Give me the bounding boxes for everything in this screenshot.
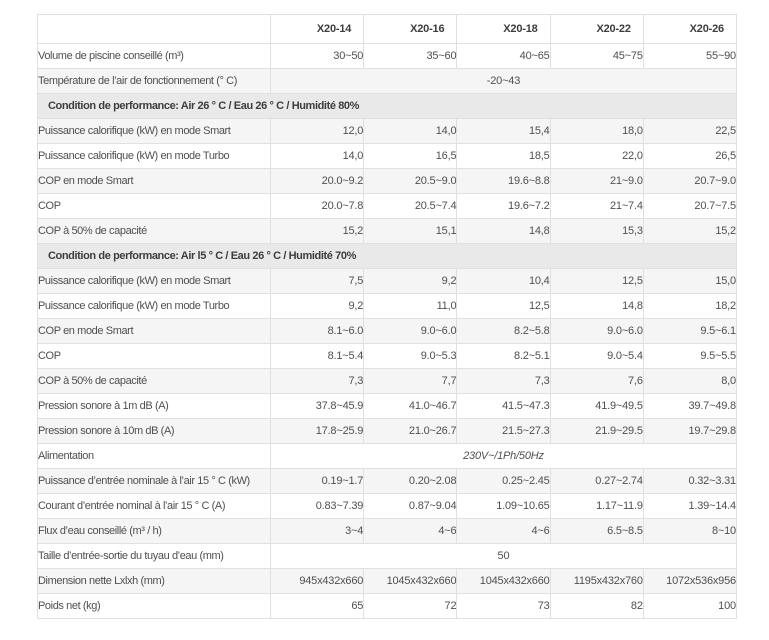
spec-value: 15,4 — [457, 119, 550, 144]
spec-value: 9.5~5.5 — [643, 344, 736, 369]
spec-value: 8.1~6.0 — [271, 319, 364, 344]
table-row — [38, 319, 737, 344]
spec-value: 14,8 — [457, 219, 550, 244]
table-row — [38, 169, 737, 194]
spec-value: 55~90 — [643, 44, 736, 69]
spec-value: 21.0~26.7 — [364, 419, 457, 444]
table-row — [38, 344, 737, 369]
spec-value: 19.6~7.2 — [457, 194, 550, 219]
spec-value: 65 — [271, 594, 364, 619]
section-header-row — [38, 94, 737, 119]
row-label: COP à 50% de capacité — [38, 219, 271, 244]
spec-value: 39.7~49.8 — [643, 394, 736, 419]
spec-value: 15,2 — [271, 219, 364, 244]
spec-value: 945x432x660 — [271, 569, 364, 594]
table-row — [38, 444, 737, 469]
column-header: X20-18 — [457, 15, 550, 44]
table-row — [38, 494, 737, 519]
row-label: Volume de piscine conseillé (m³) — [38, 44, 271, 69]
table-row — [38, 69, 737, 94]
row-label: Flux d’eau conseillé (m³ / h) — [38, 519, 271, 544]
spec-value: 15,1 — [364, 219, 457, 244]
spec-value: 7,3 — [457, 369, 550, 394]
row-label: COP en mode Smart — [38, 319, 271, 344]
row-label: Pression sonore à 10m dB (A) — [38, 419, 271, 444]
spec-table-head — [38, 15, 737, 44]
spec-value: 12,5 — [550, 269, 643, 294]
spec-value: 12,0 — [271, 119, 364, 144]
spec-value-spanned: 50 — [271, 544, 737, 569]
spec-value: 4~6 — [364, 519, 457, 544]
spec-value: 1045x432x660 — [364, 569, 457, 594]
spec-value: 19.6~8.8 — [457, 169, 550, 194]
spec-value: 82 — [550, 594, 643, 619]
section-title: Condition de performance: Air 26 ° C / Eau 26 ° C / Humidité 80% — [38, 94, 737, 119]
spec-value: 26,5 — [643, 144, 736, 169]
spec-table-body — [38, 44, 737, 619]
column-header: X20-22 — [550, 15, 643, 44]
spec-value: 15,0 — [643, 269, 736, 294]
spec-value: 20.0~9.2 — [271, 169, 364, 194]
row-label: COP en mode Smart — [38, 169, 271, 194]
row-label: Puissance calorifique (kW) en mode Smart — [38, 269, 271, 294]
spec-value: 8,0 — [643, 369, 736, 394]
spec-value: 7,5 — [271, 269, 364, 294]
spec-value: 7,7 — [364, 369, 457, 394]
column-header-row — [38, 15, 737, 44]
spec-value: 0.87~9.04 — [364, 494, 457, 519]
spec-value: 7,6 — [550, 369, 643, 394]
row-label: Puissance calorifique (kW) en mode Turbo — [38, 144, 271, 169]
spec-value: 8~10 — [643, 519, 736, 544]
spec-value: 8.2~5.1 — [457, 344, 550, 369]
spec-value: 9.5~6.1 — [643, 319, 736, 344]
spec-value: 9.0~6.0 — [364, 319, 457, 344]
table-row — [38, 144, 737, 169]
column-header: X20-16 — [364, 15, 457, 44]
spec-value: 1.09~10.65 — [457, 494, 550, 519]
row-label: Puissance calorifique (kW) en mode Turbo — [38, 294, 271, 319]
spec-value: 0.19~1.7 — [271, 469, 364, 494]
section-title: Condition de performance: Air l5 ° C / Eau 26 ° C / Humidité 70% — [38, 244, 737, 269]
spec-value: 1.39~14.4 — [643, 494, 736, 519]
table-row — [38, 194, 737, 219]
table-row — [38, 219, 737, 244]
spec-value: 41.5~47.3 — [457, 394, 550, 419]
row-label: Dimension nette Lxlxh (mm) — [38, 569, 271, 594]
row-label: Poids net (kg) — [38, 594, 271, 619]
table-row — [38, 269, 737, 294]
spec-value: 15,3 — [550, 219, 643, 244]
table-row — [38, 569, 737, 594]
section-header-row — [38, 244, 737, 269]
row-label: Taille d’entrée-sortie du tuyau d’eau (mm) — [38, 544, 271, 569]
spec-value: 19.7~29.8 — [643, 419, 736, 444]
table-row — [38, 369, 737, 394]
spec-value: 20.5~7.4 — [364, 194, 457, 219]
row-label: Puissance d’entrée nominale à l’air 15 ° C (kW) — [38, 469, 271, 494]
spec-value-spanned: -20~43 — [271, 69, 737, 94]
spec-value: 20.0~7.8 — [271, 194, 364, 219]
spec-value: 12,5 — [457, 294, 550, 319]
spec-value: 16,5 — [364, 144, 457, 169]
spec-value: 73 — [457, 594, 550, 619]
spec-value: 17.8~25.9 — [271, 419, 364, 444]
spec-value: 14,0 — [271, 144, 364, 169]
row-label: COP — [38, 194, 271, 219]
spec-value: 21~7.4 — [550, 194, 643, 219]
spec-value: 14,0 — [364, 119, 457, 144]
spec-value: 35~60 — [364, 44, 457, 69]
spec-value: 14,8 — [550, 294, 643, 319]
row-label: COP à 50% de capacité — [38, 369, 271, 394]
spec-value: 1045x432x660 — [457, 569, 550, 594]
table-row — [38, 419, 737, 444]
spec-value: 40~65 — [457, 44, 550, 69]
spec-value: 10,4 — [457, 269, 550, 294]
spec-value: 45~75 — [550, 44, 643, 69]
spec-value: 7,3 — [271, 369, 364, 394]
spec-value: 9.0~5.3 — [364, 344, 457, 369]
spec-value: 0.20~2.08 — [364, 469, 457, 494]
spec-value: 6.5~8.5 — [550, 519, 643, 544]
row-label: Pression sonore à 1m dB (A) — [38, 394, 271, 419]
spec-value: 9,2 — [364, 269, 457, 294]
row-label: Courant d’entrée nominal à l’air 15 ° C (A) — [38, 494, 271, 519]
spec-value: 0.27~2.74 — [550, 469, 643, 494]
spec-value: 20.7~7.5 — [643, 194, 736, 219]
spec-value: 8.2~5.8 — [457, 319, 550, 344]
spec-value: 3~4 — [271, 519, 364, 544]
spec-value: 0.32~3.31 — [643, 469, 736, 494]
spec-value: 1.17~11.9 — [550, 494, 643, 519]
spec-value: 21.9~29.5 — [550, 419, 643, 444]
spec-value-spanned: 230V~/1Ph/50Hz — [271, 444, 737, 469]
column-header: X20-14 — [271, 15, 364, 44]
table-row — [38, 44, 737, 69]
spec-value: 18,0 — [550, 119, 643, 144]
spec-table — [37, 14, 737, 619]
table-row — [38, 394, 737, 419]
spec-value: 18,5 — [457, 144, 550, 169]
table-row — [38, 594, 737, 619]
table-row — [38, 544, 737, 569]
column-header: X20-26 — [643, 15, 736, 44]
spec-value: 0.25~2.45 — [457, 469, 550, 494]
table-row — [38, 294, 737, 319]
spec-value: 18,2 — [643, 294, 736, 319]
row-label: Alimentation — [38, 444, 271, 469]
spec-value: 22,0 — [550, 144, 643, 169]
spec-value: 21~9.0 — [550, 169, 643, 194]
spec-value: 41.9~49.5 — [550, 394, 643, 419]
table-row — [38, 119, 737, 144]
spec-value: 8.1~5.4 — [271, 344, 364, 369]
spec-value: 1195x432x760 — [550, 569, 643, 594]
spec-value: 9.0~6.0 — [550, 319, 643, 344]
spec-value: 20.5~9.0 — [364, 169, 457, 194]
table-row — [38, 519, 737, 544]
spec-value: 37.8~45.9 — [271, 394, 364, 419]
spec-value: 15,2 — [643, 219, 736, 244]
spec-value: 9.0~5.4 — [550, 344, 643, 369]
spec-value: 22,5 — [643, 119, 736, 144]
row-label: Température de l’air de fonctionnement (° C) — [38, 69, 271, 94]
spec-value: 20.7~9.0 — [643, 169, 736, 194]
spec-value: 4~6 — [457, 519, 550, 544]
spec-value: 21.5~27.3 — [457, 419, 550, 444]
corner-cell — [38, 15, 271, 44]
spec-value: 0.83~7.39 — [271, 494, 364, 519]
row-label: COP — [38, 344, 271, 369]
spec-value: 1072x536x956 — [643, 569, 736, 594]
spec-value: 9,2 — [271, 294, 364, 319]
spec-value: 41.0~46.7 — [364, 394, 457, 419]
spec-value: 30~50 — [271, 44, 364, 69]
spec-value: 72 — [364, 594, 457, 619]
row-label: Puissance calorifique (kW) en mode Smart — [38, 119, 271, 144]
table-row — [38, 469, 737, 494]
spec-value: 11,0 — [364, 294, 457, 319]
spec-table-container — [37, 14, 736, 619]
spec-value: 100 — [643, 594, 736, 619]
